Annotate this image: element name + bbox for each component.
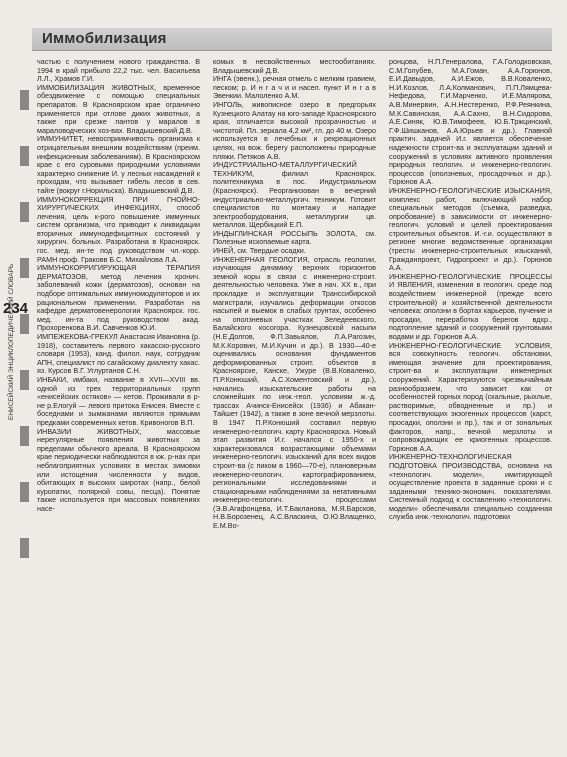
paragraph: ИНДЫГЛИНСКАЯ РОССЫПЬ ЗОЛОТА, см. Полезные ископаемые карта. [213,228,376,247]
paragraph: ИММУНОКОРРИГИРУЮЩАЯ ТЕРАПИЯ ДЕРМАТОЗОВ, метод лечения хронич. заболеваний кожи (дерматозов), основан на подборе оптимальных иммуномодуляторов и их рациональном применении. Разработан на кафедре дерматовенерологии Красноярск. гос. мед. ин-та под руководством акад. Прохоренкова В.И. Савченков Ю.И. [37,263,200,333]
edge-tab [20,90,29,110]
paragraph: ИММОБИЛИЗАЦИЯ ЖИВОТНЫХ, временное обездвижение с помощью специальных препаратов. В Красноярском крае огранично применяется при отлове диких животных, а также при срезке пантов у маралов в мараловодческих хоз-вах. Владышевский Д.В. [37,82,200,135]
paragraph: ИНЖЕНЕРНО-ГЕОЛОГИЧЕСКИЕ УСЛОВИЯ, вся совокупность геологич. обстановки, имеющая значение для проектирования, строит-ва и эксплуатации инженерных сооружений. Характеризуются чрезвычайным разнообразием, что зависит как от особенностей горных пород (скальные, рыхлые, растворимые, обводненные и пр.) и соответствующих экзогенных процессов (карст, просадки, оползни и пр.), так и от зональных факторов, напр., вечной мерзлоты и сопровождающих ее криогенных процессов. Горюнов А.А. [389,340,552,453]
paragraph: ИММУНИТЕТ, невосприимчивость организма к отрицательным внешним воздействиям (преим. инфекционным заболеваниям). В Красноярском крае с его суровыми природными условиями характерно снижение И. у лесных насаждений к проходам, что вызывает гибель лесов в сев. тайге (вокруг г.Норильска). Владышевский Д.В. [37,134,200,195]
paragraph: ИММУНОКОРРЕКЦИЯ ПРИ ГНОЙНО-ХИРУРГИЧЕСКИХ ИНФЕКЦИЯХ, способ лечения, цель к-рого повышение иммунных систем организма, что приводит к ликвидации вторичных иммунодефицитных состояний у хирургич. больных. Разработана в Красноярск. гос. мед. ин-те под руководством чл.-корр. РАМН проф. Граковв Б.С. Михайлова Л.А. [37,194,200,264]
text-column-2 [213,58,376,743]
paragraph: ИНБАКИ, имбаки, название в XVII—XVIII вв. одной из трех территориальных групп «енисейских остяков» — кетов. Проживали в р-не р.Елогуй — левого притока Енисея. Вместе с боседнами и зымжанами являются прямыми предками современных кетов. Кривоногов В.П. [37,374,200,427]
paragraph: ИНГА (эвенк.), речная отмель с мелким гравием, песком; р. И н г а ч и и насел. пункт И н г а в Эвенкии. Малоленко А.М. [213,74,376,101]
paragraph: ИНЖЕНЕРНО-ТЕХНОЛОГИЧЕСКАЯ ПОДГОТОВКА ПРОИЗВОДСТВА, основана на «технологич. модели», имитирующей осуществление проекта в заданные сроки и с заданными технико-экономич. показателями. Системный подход к составлению «технологич. модели» обеспечивали специально созданная служба инж.-технологич. подготовки [389,452,552,522]
running-head: Иммобилизация [42,30,167,47]
paragraph: частью с получением нового гражданства. В 1994 в край прибыло 22,2 тыс. чел. Васильева Л.Л., Храмов Г.И. [37,58,200,84]
edge-tab [20,538,29,558]
text-column-1 [37,58,200,743]
paragraph: комых в несвойственных местообитаниях. Владышевский Д.В. [213,58,376,75]
edge-tab [20,482,29,502]
paragraph: ИНЖЕНЕРНО-ГЕОЛОГИЧЕСКИЕ ИЗЫСКАНИЯ, комплекс работ, включающий набор специальных методов (съемка, разведка, опробование) в зависимости от инженерно-геологич. условий и целей проектирования строительных объектов. И.-г.и. осуществляют в регионе многие ведомственные организации (тресты инженерно-строительных изысканий, Гражданпроект, Гидропроект и др.). Горюнов А.А. [389,185,552,273]
paragraph: ронцова, Н.П.Генералова, Г.А.Голодковская, С.М.Голубев, М.А.Гоман, А.А.Горюнов, Е.И.Давыдов, А.И.Ежов, В.В.Коваленко, Н.И.Козлов, Л.А.Колманович, П.П.Лямцева-Нефедова, Г.И.Марченко, И.Е.Малярова, А.В.Минервин, А.Н.Нестеренко, Р.Ф.Реянкина, М.К.Савинская, А.А.Сахно, В.Н.Сидорова, А.Е.Синяк, Ю.В.Тимофеев, Ю.Б.Тржцинский, Г.Ф.Шишканов, А.А.Юрьев и др.). Главной практич. задачей И.г. является обеспечение надежности строит-ва и эксплуатации зданий и сооружений в условиях активного проявления природных геологич. и инженерно-геологич. процессов (оползневых, просадочных и др.). Горюнов А.А. [389,58,552,187]
paragraph: ИНЕЙ, см. Твердые осадки. [213,246,306,256]
page-number: 234 [3,300,29,317]
spine-title: ЕНИСЕЙСКИЙ ЭНЦИКЛОПЕДИЧЕСКИЙ СЛОВАРЬ [8,263,15,420]
edge-tab [20,258,29,278]
paragraph: ИНЖЕНЕРНАЯ ГЕОЛОГИЯ, отрасль геологии, изучающая динамику верхних горизонтов земной коры в связи с инженерно-строит. деятельностью человека. Уже в нач. XX в., при прокладке и эксплуатации Транссибирской магистрали, изучались деформации откосов насыпей и выемок в слабых грунтах, особенно на оползневых участках Зеледеевского, Балайского косогора. Кузнецовской насыпи (Н.Е.Долгов, Ф.П.Завьялов, Л.А.Рагозин, М.К.Коровин, М.И.Кучин и др.). В 1930—40-е оценивались основания фундаментов деформированных строит. объектов в Красноярске, Канске, Ужуре (В.В.Коваленко, П.Р.Конюший, А.С.Хоментовский и др.), начались изыскательские работы на сложнейших по инж.-геол. условиям ж.-д. трассах Ачинск-Енисейск (1936) и Абакан-Тайшет (1942), а также в зоне вечной мерзлоты. В 1947 П.Р.Конюший составил первую инженерно-геологич. карту Красноярска. Новый этап развития И.г. начался с 1950-х и характеризовался возрастающими объемами инженерно-геологич. изысканий для всех видов строит-ва (с пиком в 1960—70-е), плановерным инженерно-геологич. картографированием, региональными исследованиями и стационарными наблюдениями за негативными инженерно-геологич. процессами (Э.В.Агафонцева, И.Т.Бакланова, М.Я.Барсков, Н.В.Борозенец, А.С.Власкина, О.Ю.Влащенко, Е.М.Во- [213,254,376,531]
paragraph: ИНВАЗИИ ЖИВОТНЫХ, массовые нерегулярные появления животных за пределами обычного ареала. В Красноярском крае периодически наблюдаются в кж. р-нах при неблагоприятных условиях в местах зимовки или истощения численности у видов, обитающих в высоких широтах (напр., белой куропатки, полярной совы, песца). Понятие также используется при массовых появлениях насе- [37,426,200,513]
edge-tab [20,146,29,166]
edge-tab [20,202,29,222]
paragraph: ИНЖЕНЕРНО-ГЕОЛОГИЧЕСКИЕ ПРОЦЕССЫ И ЯВЛЕНИЯ, изменения в геологич. среде под воздействием инженерной (прежде всего строительной) и хозяйственной деятельности человека: оползни в бортах карьеров, пучение и просадки, переработка берегов вдхр., подтопление зданий и сооружений грунтовыми водами и др. Горюнов А.А. [389,271,552,341]
text-column-3 [389,58,552,743]
paragraph: ИМПЕЖЕКОВА-ГРЕКУЛ Анастасия Ивановна (р. 1918), составитель первого хакасско-русского словаря (1953), канд. филол. наук, сотрудник АПН, специалист по сагайскому диалекту хакас. яз. Курсов В.Г. Углуртанов С.Н. [37,332,200,376]
paragraph: ИНДУСТРИАЛЬНО-МЕТАЛЛУРГИЧЕСКИЙ ТЕХНИКУМ, филиал Красноярск. политехникума в пос. Индустриальном (Красноярск). Реорганизован в вечерний индустриально-металлургич. техникум. Готовит специалистов по монтажу и наладке электрооборудования, металлургии цв. металлов. Щербицкий Е.П. [213,160,376,230]
paragraph: ИНГОЛЬ, живописное озеро в предгорьях Кузнецкого Алатау на юго-западе Красноярского края, отличается высокой прозрачностью и чистотой. Пл. зеркала 4,2 км², гл. до 40 м. Озеро используется в лечебных и рекреационных целях, на вож. берегу расположены природные пляжи. Петяков А.В. [213,99,376,161]
edge-tab [20,426,29,446]
